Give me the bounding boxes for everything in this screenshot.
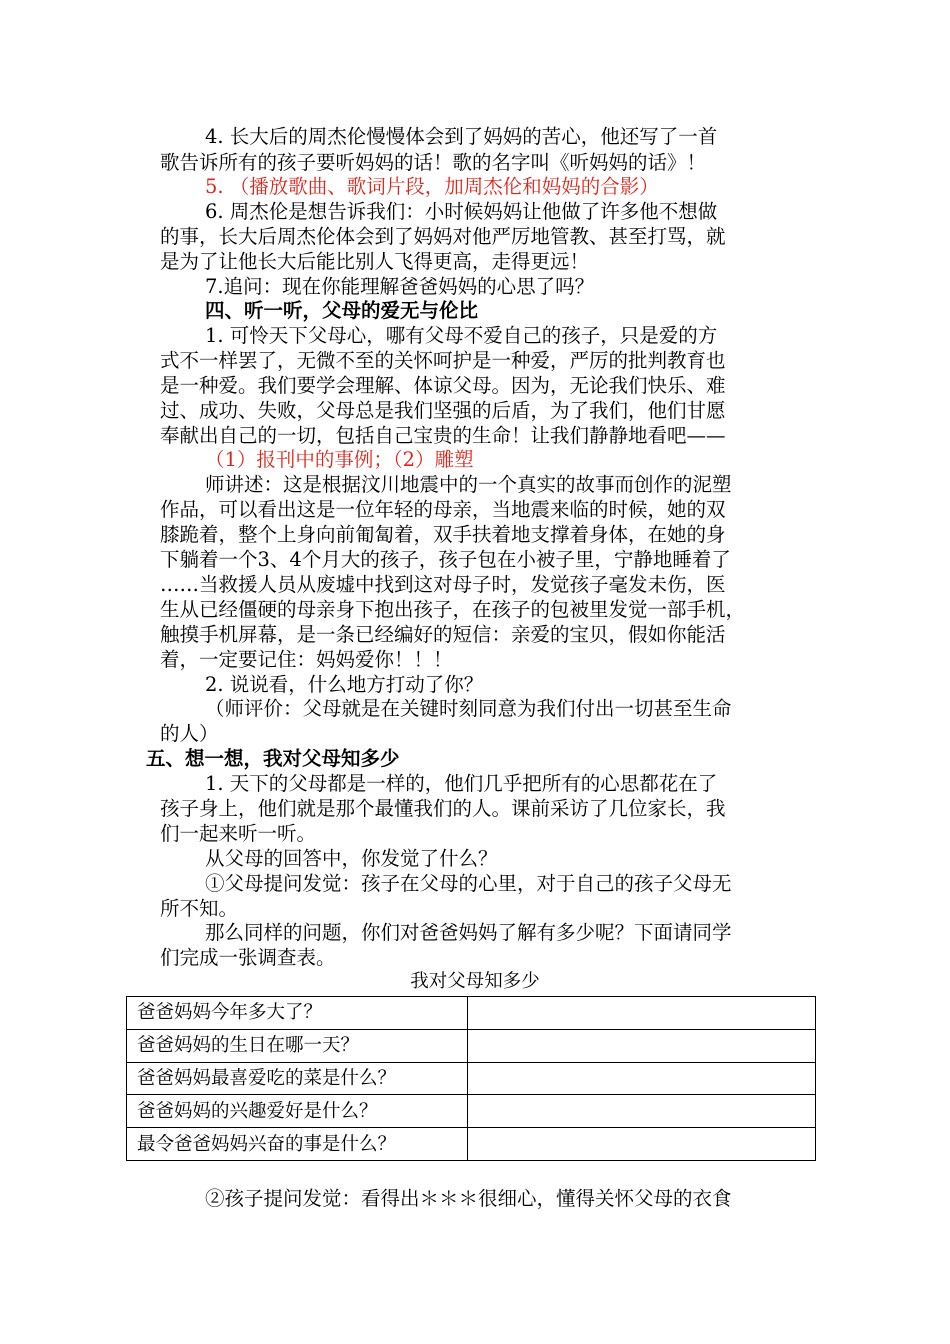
survey-table [126,996,816,1161]
section-heading-4: 四、听一听，父母的爱无与伦比 [205,299,479,322]
paragraph-line: 1. 可怜天下父母心，哪有父母不爱自己的孩子，只是爱的方 [205,324,718,347]
paragraph-line: 是一种爱。我们要学会理解、体谅父母。因为，无论我们快乐、难 [160,374,726,397]
paragraph-line: 奉献出自己的一切，包括自己宝贵的生命！让我们静静地看吧—— [160,424,726,447]
paragraph-line: 歌告诉所有的孩子要听妈妈的话！歌的名字叫《听妈妈的话》！ [160,151,707,174]
question-cell: 爸爸妈妈的兴趣爱好是什么？ [127,1095,468,1128]
paragraph-line: 2. 说说看，什么地方打动了你？ [205,673,484,696]
paragraph-line: 6. 周杰伦是想告诉我们：小时候妈妈让他做了许多他不想做 [205,200,718,223]
paragraph-line: 的事，长大后周杰伦体会到了妈妈对他严厉地管教、甚至打骂，就 [160,225,726,248]
paragraph-line: 孩子身上，他们就是那个最懂我们的人。课前采访了几位家长，我 [160,797,726,820]
paragraph-line: 从父母的回答中，你发觉了什么？ [205,847,498,870]
paragraph-line: 们一起来听一听。 [160,822,317,845]
answer-cell[interactable] [468,997,816,1030]
table-row [127,1029,816,1062]
answer-cell[interactable] [468,1095,816,1128]
table-row [127,997,816,1030]
paragraph-line: 所不知。 [160,897,239,920]
paragraph-line: 是为了让他长大后能比别人飞得更高，走得更远！ [160,250,590,273]
answer-cell[interactable] [468,1128,816,1161]
paragraph-line: 7.追问：现在你能理解爸爸妈妈的心思了吗？ [205,275,595,298]
paragraph-line: 着，一定要记住：妈妈爱你！！！ [160,648,453,671]
question-cell: 爸爸妈妈最喜爱吃的菜是什么？ [127,1062,468,1095]
question-cell: 最令爸爸妈妈兴奋的事是什么？ [127,1128,468,1161]
table-row [127,1062,816,1095]
paragraph-line: 膝跪着，整个上身向前匍匐着，双手扶着地支撑着身体，在她的身 [160,523,726,546]
question-cell: 爸爸妈妈的生日在哪一天？ [127,1029,468,1062]
question-cell: 爸爸妈妈今年多大了？ [127,997,468,1030]
survey-table-title: 我对父母知多少 [410,971,540,992]
section-heading-5: 五、想一想，我对父母知多少 [146,747,400,770]
paragraph-line: 们完成一张调查表。 [160,946,336,969]
table-row [127,1128,816,1161]
paragraph-line: 师讲述：这是根据汶川地震中的一个真实的故事而创作的泥塑 [205,473,732,496]
paragraph-line: 式不一样罢了，无微不至的关怀呵护是一种爱，严厉的批判教育也 [160,349,726,372]
paragraph-line: 那么同样的问题，你们对爸爸妈妈了解有多少呢？下面请同学 [205,921,732,944]
paragraph-line: ②孩子提问发觉：看得出＊＊＊很细心，懂得关怀父母的衣食 [205,1187,732,1210]
paragraph-line: ……当救援人员从废墟中找到这对母子时，发觉孩子毫发未伤，医 [160,573,726,596]
paragraph-line: 1. 天下的父母都是一样的，他们几乎把所有的心思都花在了 [205,772,718,795]
answer-cell[interactable] [468,1062,816,1095]
paragraph-line: （师评价：父母就是在关键时刻同意为我们付出一切甚至生命 [205,697,732,720]
paragraph-line: 4. 长大后的周杰伦慢慢体会到了妈妈的苦心，他还写了一首 [205,125,718,148]
paragraph-line: 生从已经僵硬的母亲身下抱出孩子，在孩子的包被里发觉一部手机， [160,598,746,621]
paragraph-line: 作品，可以看出这是一位年轻的母亲，当地震来临的时候，她的双 [160,498,726,521]
paragraph-line: 下躺着一个3、4个月大的孩子，孩子包在小被子里，宁静地睡着了 [160,548,731,571]
teaching-note-red: （1）报刊中的事例；（2）雕塑 [205,448,474,471]
table-row [127,1095,816,1128]
paragraph-line: 触摸手机屏幕，是一条已经编好的短信：亲爱的宝贝，假如你能活 [160,623,726,646]
answer-cell[interactable] [468,1029,816,1062]
paragraph-line: 过、成功、失败，父母总是我们坚强的后盾，为了我们，他们甘愿 [160,399,726,422]
paragraph-line: ①父母提问发觉：孩子在父母的心里，对于自己的孩子父母无 [205,872,732,895]
teaching-note-red: 5. （播放歌曲、歌词片段，加周杰伦和妈妈的合影） [205,175,659,198]
paragraph-line: 的人） [160,722,219,745]
